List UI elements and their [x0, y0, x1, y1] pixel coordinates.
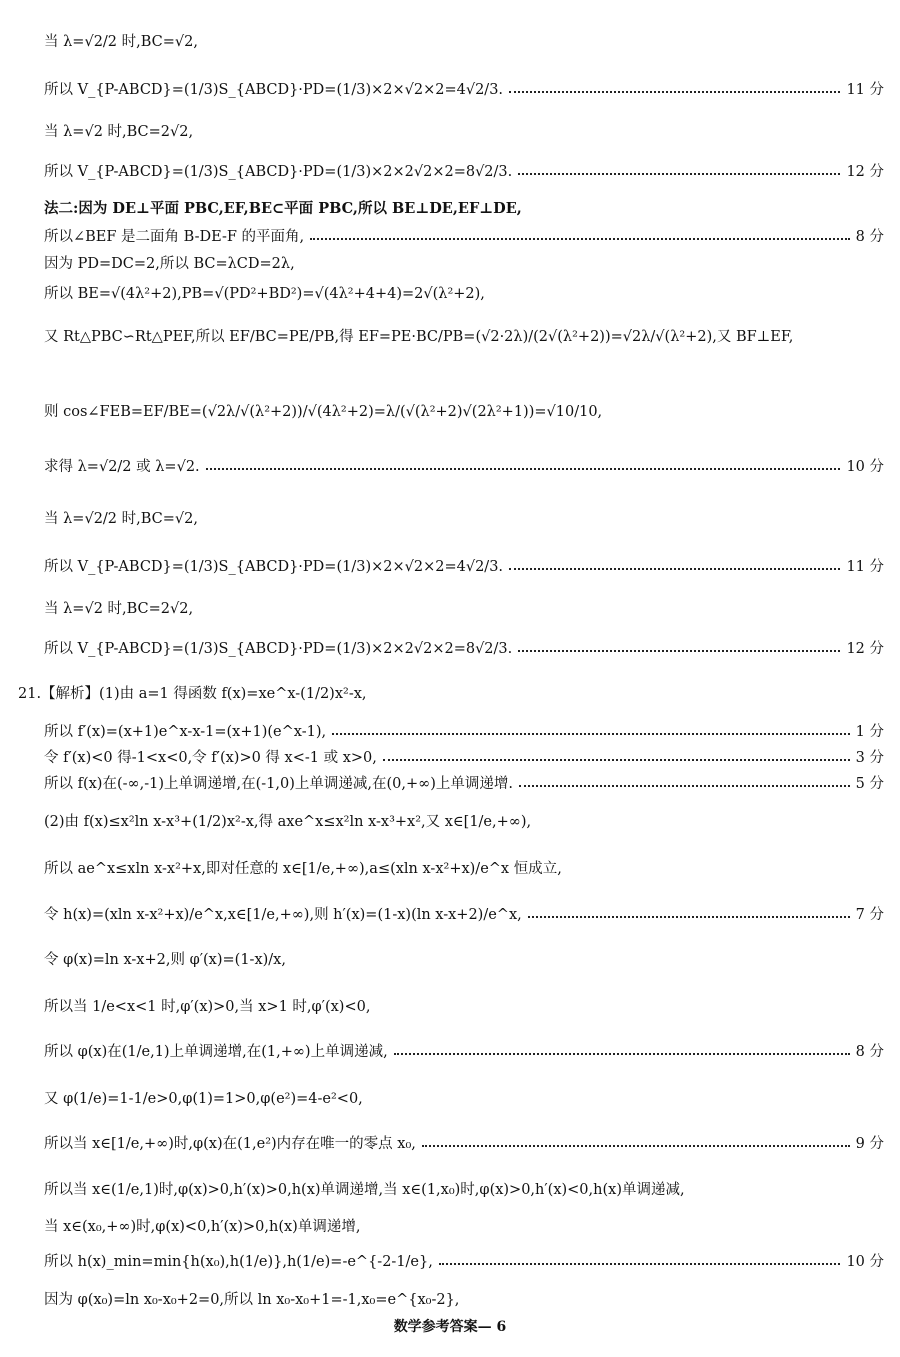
- text-line: 所以 h(x)_min=min{h(x₀),h(1/e)},h(1/e)=-e^{-2-1/e}, 10 分: [44, 1240, 884, 1280]
- text-line: 因为 PD=DC=2,所以 BC=λCD=2λ,: [44, 255, 295, 272]
- text-line: 令 f′(x)<0 得-1<x<0,令 f′(x)>0 得 x<-1 或 x>0, 3 分: [44, 736, 884, 776]
- leader-dots: [528, 916, 850, 918]
- text-line: 令 φ(x)=ln x-x+2,则 φ′(x)=(1-x)/x,: [44, 951, 286, 968]
- text-line: 所以 V_{P-ABCD}=(1/3)S_{ABCD}·PD=(1/3)×2×√2×2=4√2/3. 11 分: [44, 68, 884, 108]
- leader-dots: [518, 173, 840, 175]
- leader-dots: [332, 733, 850, 735]
- score-label: 11 分: [846, 81, 884, 98]
- text-line: 所以当 x∈(1/e,1)时,φ(x)>0,h′(x)>0,h(x)单调递增,当 x∈(1,x₀)时,φ(x)>0,h′(x)<0,h(x)单调递减,: [44, 1181, 685, 1198]
- leader-dots: [310, 238, 850, 240]
- text-line: 当 λ=√2/2 时,BC=√2,: [44, 33, 198, 50]
- text-line: 所以 V_{P-ABCD}=(1/3)S_{ABCD}·PD=(1/3)×2×√2×2=4√2/3. 11 分: [44, 545, 884, 585]
- score-label: 10 分: [846, 1253, 884, 1270]
- text-line: 又 Rt△PBC∽Rt△PEF,所以 EF/BC=PE/PB,得 EF=PE·BC/PB=(√2·2λ)/(2√(λ²+2))=√2λ/√(λ²+2),又 BF⊥EF,: [44, 328, 794, 345]
- text-line: 所以 φ(x)在(1/e,1)上单调递增,在(1,+∞)上单调递减, 8 分: [44, 1030, 884, 1070]
- text-line: 当 λ=√2/2 时,BC=√2,: [44, 510, 198, 527]
- score-label: 3 分: [855, 749, 884, 766]
- leader-dots: [509, 91, 840, 93]
- leader-dots: [383, 759, 850, 761]
- text-line: 则 cos∠FEB=EF/BE=(√2λ/√(λ²+2))/√(4λ²+2)=λ/(√(λ²+2)√(2λ²+1))=√10/10,: [44, 403, 603, 420]
- score-label: 12 分: [846, 640, 884, 657]
- score-label: 8 分: [855, 228, 884, 245]
- text-line: 所以 V_{P-ABCD}=(1/3)S_{ABCD}·PD=(1/3)×2×2√2×2=8√2/3. 12 分: [44, 150, 884, 190]
- score-label: 10 分: [846, 458, 884, 475]
- score-label: 8 分: [855, 1043, 884, 1060]
- text-line: 所以 V_{P-ABCD}=(1/3)S_{ABCD}·PD=(1/3)×2×2√2×2=8√2/3. 12 分: [44, 627, 884, 667]
- text-line: 所以 f′(x)=(x+1)e^x-x-1=(x+1)(e^x-1), 1 分: [44, 710, 884, 750]
- score-label: 11 分: [846, 558, 884, 575]
- text-line: 法二:因为 DE⊥平面 PBC,EF,BE⊂平面 PBC,所以 BE⊥DE,EF⊥DE,: [44, 199, 522, 217]
- score-label: 9 分: [855, 1135, 884, 1152]
- text-line: 所以当 x∈[1/e,+∞)时,φ(x)在(1,e²)内存在唯一的零点 x₀, 9 分: [44, 1122, 884, 1162]
- score-label: 5 分: [855, 775, 884, 792]
- leader-dots: [422, 1145, 850, 1147]
- text-line: 21.【解析】(1)由 a=1 得函数 f(x)=xe^x-(1/2)x²-x,: [18, 685, 367, 702]
- leader-dots: [394, 1053, 850, 1055]
- text-line: 又 φ(1/e)=1-1/e>0,φ(1)=1>0,φ(e²)=4-e²<0,: [44, 1090, 363, 1107]
- text-line: 所以∠BEF 是二面角 B-DE-F 的平面角, 8 分: [44, 215, 884, 255]
- score-label: 1 分: [855, 723, 884, 740]
- text-line: 当 λ=√2 时,BC=2√2,: [44, 600, 194, 617]
- text-line: 因为 φ(x₀)=ln x₀-x₀+2=0,所以 ln x₀-x₀+1=-1,x₀=e^{x₀-2},: [44, 1291, 460, 1308]
- leader-dots: [206, 468, 841, 470]
- leader-dots: [509, 568, 840, 570]
- score-label: 7 分: [855, 906, 884, 923]
- leader-dots: [519, 785, 850, 787]
- text-line: 所以 f(x)在(-∞,-1)上单调递增,在(-1,0)上单调递减,在(0,+∞)上单调递增. 5 分: [44, 762, 884, 802]
- text-line: 所以当 1/e<x<1 时,φ′(x)>0,当 x>1 时,φ′(x)<0,: [44, 998, 371, 1015]
- text-line: 令 h(x)=(xln x-x²+x)/e^x,x∈[1/e,+∞),则 h′(x)=(1-x)(ln x-x+2)/e^x, 7 分: [44, 893, 884, 933]
- leader-dots: [518, 650, 840, 652]
- text-line: 求得 λ=√2/2 或 λ=√2. 10 分: [44, 445, 884, 485]
- leader-dots: [439, 1263, 841, 1265]
- text-line: 所以 BE=√(4λ²+2),PB=√(PD²+BD²)=√(4λ²+4+4)=2√(λ²+2),: [44, 285, 485, 302]
- text-line: 当 λ=√2 时,BC=2√2,: [44, 123, 194, 140]
- text-line: 当 x∈(x₀,+∞)时,φ(x)<0,h′(x)>0,h(x)单调递增,: [44, 1218, 361, 1235]
- score-label: 12 分: [846, 163, 884, 180]
- page-footer: 数学参考答案— 6: [393, 1319, 507, 1335]
- text-line: (2)由 f(x)≤x²ln x-x³+(1/2)x²-x,得 axe^x≤x²ln x-x³+x²,又 x∈[1/e,+∞),: [44, 813, 532, 830]
- text-line: 所以 ae^x≤xln x-x²+x,即对任意的 x∈[1/e,+∞),a≤(xln x-x²+x)/e^x 恒成立,: [44, 860, 562, 877]
